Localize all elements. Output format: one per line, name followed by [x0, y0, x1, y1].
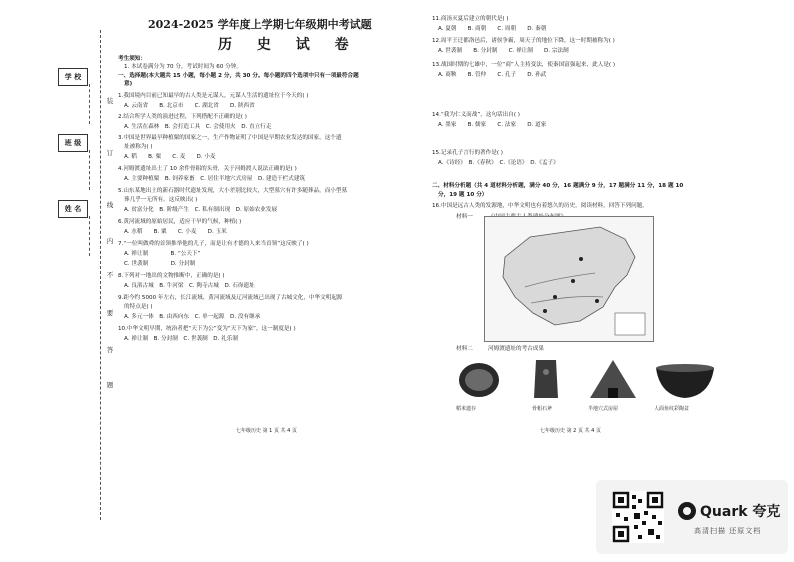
question-line: 9.距今约 5000 年左右，长江流域、黄河流域及辽河流域已出现了古城文化，中华文明起源: [118, 295, 343, 301]
answer-options: A. 夏朝 B. 商朝 C. 周朝 D. 秦朝: [438, 26, 547, 32]
question-line: 8.下列对一地出的文物推断中，正确的是( ): [118, 273, 225, 279]
answer-options: A. 禅让制 B. “公天下”: [124, 251, 201, 257]
pottery-basin-image: [654, 360, 716, 402]
notes-header: 考生须知：: [118, 56, 146, 62]
section2-header-cont: 分，19 题 10 分）: [438, 192, 488, 198]
school-label-box: 学 校: [58, 68, 88, 86]
binding-dashed-line: [100, 30, 101, 520]
class-line: [89, 150, 90, 190]
question-line: 11.商汤灭夏后建立的朝代是( ): [432, 16, 509, 22]
binding-char: 装: [106, 97, 114, 105]
question-line: 1.我国境内目前已知最早的古人类是元谋人，元谋人生活的遗址位于今天的( ): [118, 93, 309, 99]
name-label-box: 姓 名: [58, 200, 88, 218]
binding-char: 内: [106, 237, 114, 245]
question-line: 7.“一位叫做舜的首领推举他的儿子，而是让有才德的人来当首领”这反映了( ): [118, 241, 309, 247]
section2-header: 二、材料分析题（共 4 道材料分析题，满分 40 分，16 题满分 9 分，17 题满分 11 分，18 题 10: [432, 183, 684, 189]
question-line: 的特点是( ): [124, 304, 153, 310]
answer-options: A. 稻 B. 粟 C. 麦 D. 小麦: [124, 154, 216, 160]
ancient-sites-map: [484, 216, 654, 342]
china-map-icon: [485, 217, 653, 341]
answer-options: A. 贫富分化 B. 阶级产生 C. 私有制出现 D. 原始农业发展: [124, 207, 278, 213]
answer-options: A. 商鞅 B. 管仲 C. 孔子 D. 孙武: [438, 72, 547, 78]
artifact-caption: 人面鱼纹彩陶盆: [654, 406, 690, 412]
question-line: 13.战国时期的七雄中，一位“商”人主持变法，使秦国富强起来，此人是( ): [432, 62, 616, 68]
name-line: [89, 216, 90, 256]
binding-char: 订: [106, 149, 114, 157]
bone-tool-image: [530, 358, 562, 402]
question-line: 葬几乎一无所有。这反映出( ): [124, 197, 198, 203]
answer-options: A. 良渚古城 B. 牛河梁 C. 陶寺古城 D. 石峁遗址: [124, 283, 255, 289]
question-line: 5.山东某地出土的新石器时代遗址发现，大小差别比较大，大型墓穴有许多随葬品，而小型墓: [118, 188, 348, 194]
binding-char: 线: [106, 201, 114, 209]
quark-logo-icon: [678, 502, 696, 520]
q16-intro: 16.中国是远古人类的发源地，中华文明也有着悠久的历史。阅读材料，回答下列问题。: [432, 203, 648, 209]
rice-remains-image: [456, 360, 502, 400]
exam-subtitle: 历 史 试 卷: [218, 37, 359, 53]
binding-char: 答: [106, 346, 114, 354]
artifact-caption: 半地穴式房屋: [588, 406, 619, 412]
question-line: 址被称为( ): [124, 144, 153, 150]
question-line: 12.周平王迁都洛邑后，诸侯争霸，周天子的地位下降，这一时期被称为( ): [432, 38, 615, 44]
answer-options: A. 多元一体 B. 由西向东 C. 单一起源 D. 没有继承: [124, 314, 261, 320]
material2-label: 材料二: [456, 346, 473, 352]
question-line: 15.记录孔子言行的著作是( ): [432, 150, 503, 156]
binding-char: 题: [106, 381, 114, 389]
answer-options: A. 主要种植粟 B. 饲养家畜 C. 居住半地穴式房屋 D. 建造干栏式建筑: [124, 176, 306, 182]
question-line: 6.黄河流域的原始居民，适应干旱的气候，种植( ): [118, 219, 242, 225]
material1-label: 材料一: [456, 214, 473, 220]
binding-char: 要: [106, 309, 114, 317]
right-page-footer: 七年级历史 第 2 页 共 4 页: [540, 428, 601, 434]
question-line: 4.河姆渡遗址出土了 10 余件骨耜的头骨，关于河姆渡人说法正确的是( ): [118, 166, 297, 172]
left-page-footer: 七年级历史 第 1 页 共 4 页: [236, 428, 297, 434]
qr-code-icon: [612, 491, 664, 543]
answer-options: A. 世袭制 B. 分封制 C. 禅让制 D. 宗法制: [438, 48, 569, 54]
material2-caption: 河姆渡遗址的考古成果: [488, 346, 544, 352]
quark-brand: Quark 夸克: [700, 504, 781, 520]
answer-options: A. 生活在森林 B. 会打造工具 C. 会使用火 D. 直立行走: [124, 124, 272, 130]
exam-title: 2024-2025 学年度上学期七年级期中考试题: [148, 18, 372, 31]
answer-options: A. 水稻 B. 粟 C. 小麦 D. 玉米: [124, 229, 227, 235]
question-line: 2.结合所学人类的演进过程，下列搭配不正确的是( ): [118, 114, 247, 120]
class-label-box: 班 级: [58, 134, 88, 152]
note-line: 1. 本试卷满分为 70 分，考试时间为 60 分钟。: [124, 64, 242, 70]
quark-watermark: [596, 480, 788, 554]
school-line: [89, 84, 90, 124]
artifact-caption: 稻米遗存: [456, 406, 477, 412]
artifact-caption: 骨耜石斧: [532, 406, 553, 412]
binding-char: 不: [106, 271, 114, 279]
answer-options: A. 云南省 B. 北京市 C. 湖北省 D. 陕西省: [124, 103, 255, 109]
answer-options: A. 禅让制 B. 分封制 C. 世袭制 D. 礼乐制: [124, 336, 238, 342]
answer-options: A. 墨家 B. 儒家 C. 法家 D. 道家: [438, 122, 547, 128]
section1-header-cont: 意): [124, 81, 133, 87]
pit-house-image: [588, 358, 638, 402]
section1-header: 一、选择题(本大题共 15 小题，每小题 2 分，共 30 分。每小题的四个选项中只有一项最符合题: [118, 73, 359, 79]
question-line: 10.中华文明早期，统治者把“天下为公”变为“天下为家”，这一制度是( ): [118, 326, 296, 332]
answer-options: A.《诗经》 B.《春秋》 C.《论语》 D.《孟子》: [438, 160, 559, 166]
question-line: 3.中国是世界最早种植粟的国家之一，生产作物证明了中国是早期农业发达的国家，这个遗: [118, 135, 342, 141]
quark-tagline: 高清扫描 还原文档: [694, 527, 762, 535]
question-line: 14.“我为仁义而战”，这句话出自( ): [432, 112, 520, 118]
answer-options: C. 世袭制 D. 分封制: [124, 261, 196, 267]
